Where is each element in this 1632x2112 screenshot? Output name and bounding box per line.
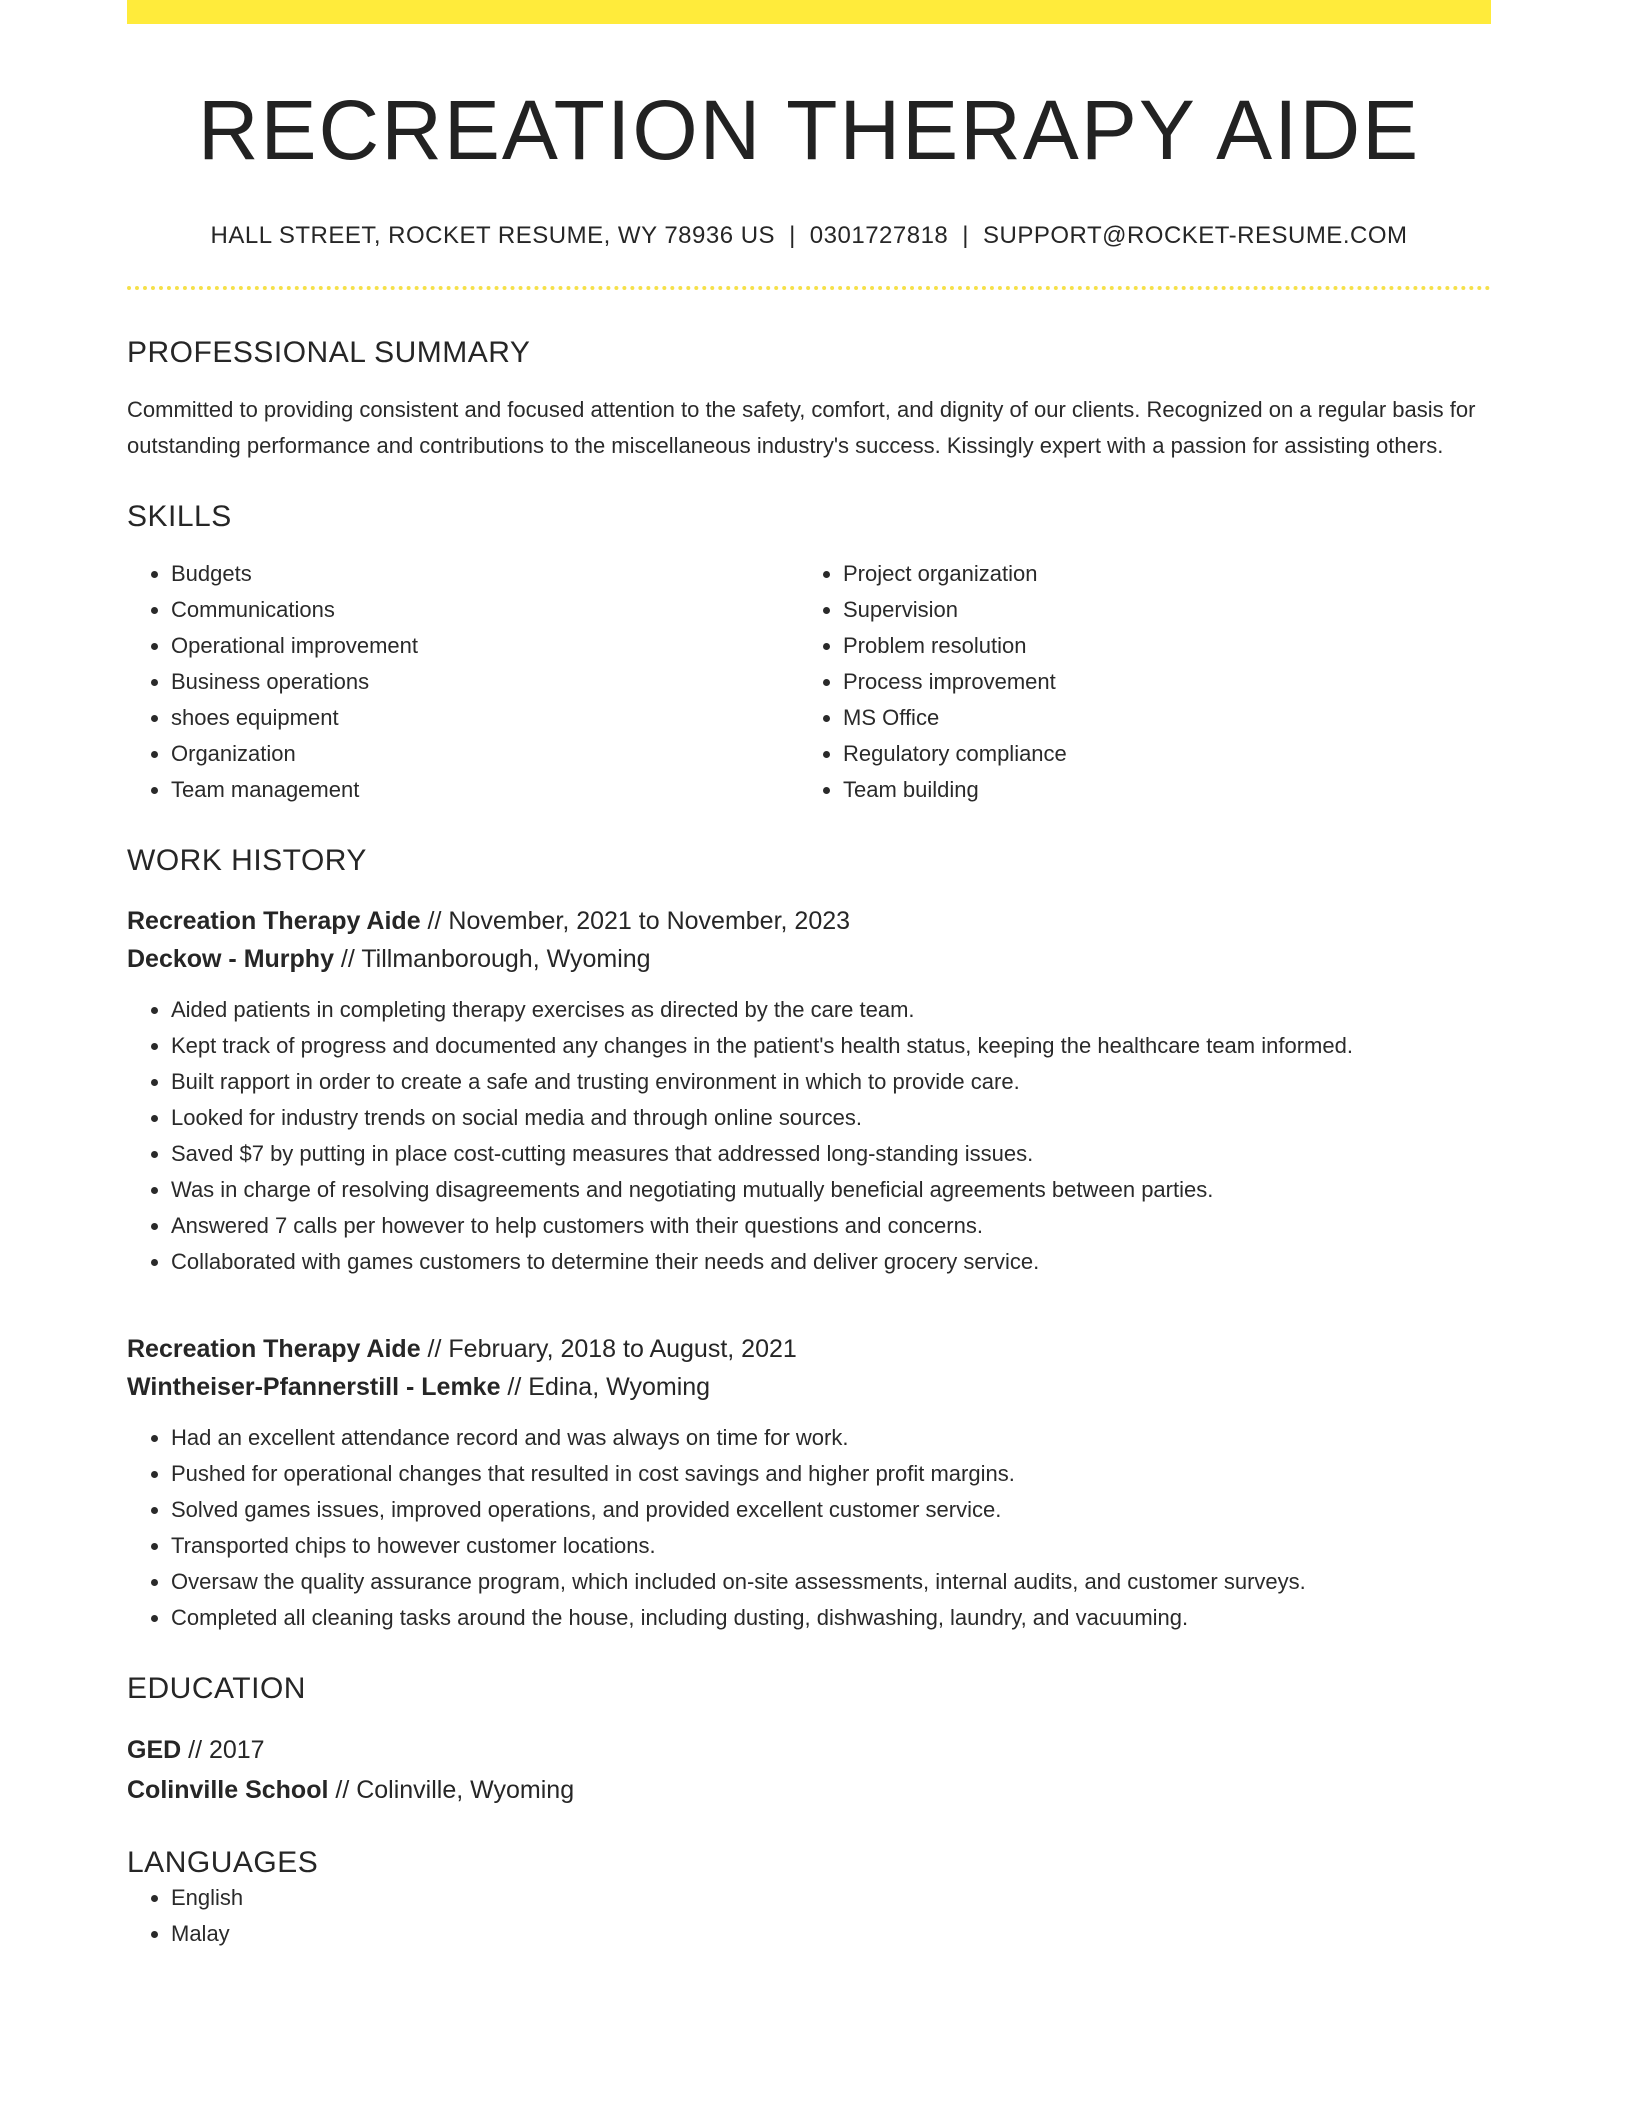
- skill-item: • Project organization: [843, 556, 1471, 592]
- job-duties-list: [127, 992, 1491, 1280]
- job-duty: • Saved $7 by putting in place cost-cutting measures that addressed long-standing issues.: [171, 1136, 1491, 1172]
- skill-item: • MS Office: [843, 700, 1471, 736]
- summary-heading: PROFESSIONAL SUMMARY: [127, 336, 531, 370]
- job-company: Deckow - Murphy: [127, 945, 334, 974]
- job-title: Recreation Therapy Aide: [127, 907, 421, 936]
- job-duty: • Pushed for operational changes that resulted in cost savings and higher profit margins.: [171, 1456, 1491, 1492]
- job-duty: • Aided patients in completing therapy exercises as directed by the care team.: [171, 992, 1491, 1028]
- job-duty: • Collaborated with games customers to determine their needs and deliver grocery service.: [171, 1244, 1491, 1280]
- job-dates: // February, 2018 to August, 2021: [420, 1335, 797, 1364]
- skill-item: • Team management: [171, 772, 799, 808]
- summary-text: Committed to providing consistent and focused attention to the safety, comfort, and dignity of our clients. Recognized on a regular basis for outstanding performance and contributions to the miscellaneous industry's success. Kissingly expert with a passion for assisting others.: [127, 397, 1476, 459]
- contact-email: SUPPORT@ROCKET-RESUME.COM: [983, 222, 1408, 250]
- education-year: // 2017: [181, 1736, 265, 1765]
- contact-separator: |: [962, 222, 970, 250]
- job-company: Wintheiser-Pfannerstill - Lemke: [127, 1373, 501, 1402]
- job-duty: • Kept track of progress and documented any changes in the patient's health status, keeping the healthcare team informed.: [171, 1028, 1491, 1064]
- skill-item: • Organization: [171, 736, 799, 772]
- job-duty: • Completed all cleaning tasks around the house, including dusting, dishwashing, laundry, and vacuuming.: [171, 1600, 1491, 1636]
- job-duty: • Answered 7 calls per however to help customers with their questions and concerns.: [171, 1208, 1491, 1244]
- job-company-line: [127, 940, 1491, 978]
- job-duty: • Looked for industry trends on social media and through online sources.: [171, 1100, 1491, 1136]
- skill-item: • Budgets: [171, 556, 799, 592]
- accent-top-bar: [127, 0, 1491, 24]
- resume-page: [127, 0, 1491, 1952]
- skill-item: • Business operations: [171, 664, 799, 700]
- job-entry: [127, 902, 1491, 1280]
- skills-list-right: [799, 556, 1471, 808]
- job-duty: • Oversaw the quality assurance program, which included on-site assessments, internal audits, and customer surveys.: [171, 1564, 1491, 1600]
- job-duty: • Transported chips to however customer locations.: [171, 1528, 1491, 1564]
- education-heading: EDUCATION: [127, 1672, 306, 1706]
- skill-item: • Communications: [171, 592, 799, 628]
- work-history-heading: WORK HISTORY: [127, 844, 367, 878]
- education-degree: GED: [127, 1736, 182, 1765]
- job-duty: • Solved games issues, improved operations, and provided excellent customer service.: [171, 1492, 1491, 1528]
- education-school-line: [127, 1770, 1491, 1810]
- job-dates: // November, 2021 to November, 2023: [420, 907, 851, 936]
- job-title-line: [127, 1330, 1491, 1368]
- skill-item: • Process improvement: [843, 664, 1471, 700]
- skills-heading: SKILLS: [127, 500, 232, 534]
- contact-address: HALL STREET, ROCKET RESUME, WY 78936 US: [210, 222, 776, 250]
- skill-item: • Team building: [843, 772, 1471, 808]
- job-duties-list: [127, 1420, 1491, 1636]
- contact-line: [127, 222, 1491, 250]
- education-entry: [127, 1730, 1491, 1810]
- resume-name: RECREATION THERAPY AIDE: [197, 83, 1421, 177]
- education-degree-line: [127, 1730, 1491, 1770]
- job-title: Recreation Therapy Aide: [127, 1335, 421, 1364]
- languages-list: [127, 1880, 1491, 1952]
- job-entry: [127, 1330, 1491, 1636]
- language-item: • English: [171, 1880, 1491, 1916]
- skill-item: • Supervision: [843, 592, 1471, 628]
- skill-item: • shoes equipment: [171, 700, 799, 736]
- job-duty: • Built rapport in order to create a safe and trusting environment in which to provide care.: [171, 1064, 1491, 1100]
- dotted-divider: [127, 286, 1491, 290]
- job-company-line: [127, 1368, 1491, 1406]
- job-location: // Edina, Wyoming: [500, 1373, 711, 1402]
- skills-columns: [127, 556, 1491, 808]
- skill-item: • Regulatory compliance: [843, 736, 1471, 772]
- education-location: // Colinville, Wyoming: [328, 1776, 575, 1805]
- skill-item: • Operational improvement: [171, 628, 799, 664]
- job-duty: • Was in charge of resolving disagreements and negotiating mutually beneficial agreements between parties.: [171, 1172, 1491, 1208]
- job-duty: • Had an excellent attendance record and was always on time for work.: [171, 1420, 1491, 1456]
- contact-separator: |: [789, 222, 796, 250]
- contact-phone: 0301727818: [809, 222, 949, 250]
- skill-item: • Problem resolution: [843, 628, 1471, 664]
- language-item: • Malay: [171, 1916, 1491, 1952]
- skills-list-left: [127, 556, 799, 808]
- job-location: // Tillmanborough, Wyoming: [333, 945, 651, 974]
- languages-heading: LANGUAGES: [127, 1846, 319, 1880]
- job-title-line: [127, 902, 1491, 940]
- education-school: Colinville School: [127, 1776, 329, 1805]
